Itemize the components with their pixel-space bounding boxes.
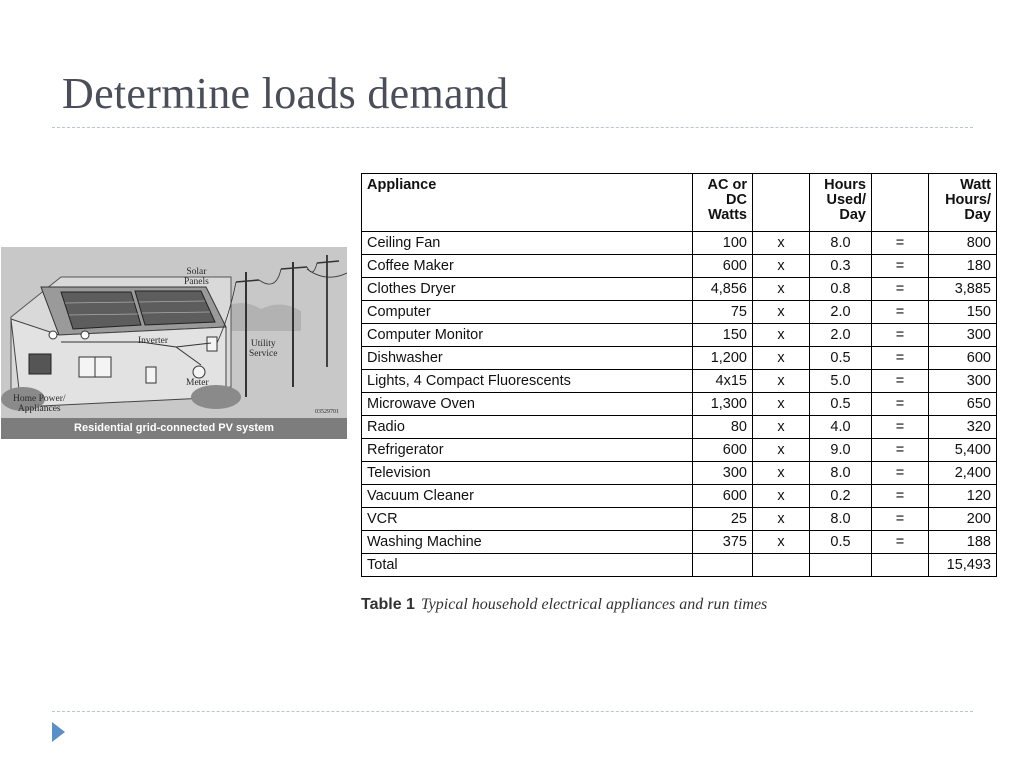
table-row	[362, 347, 997, 370]
appliance-cell: Ceiling Fan	[362, 232, 693, 255]
watts-cell: 100	[693, 232, 753, 255]
watt-hours-cell: 150	[929, 301, 997, 324]
equals-cell: =	[872, 485, 929, 508]
equals-cell: =	[872, 278, 929, 301]
appliance-cell: Computer Monitor	[362, 324, 693, 347]
equals-cell: =	[872, 439, 929, 462]
hours-cell: 8.0	[810, 232, 872, 255]
watt-hours-cell: 600	[929, 347, 997, 370]
table-row	[362, 531, 997, 554]
appliance-load-table	[361, 173, 997, 577]
header-times-blank	[753, 174, 810, 232]
equals-cell: =	[872, 393, 929, 416]
times-cell: x	[753, 232, 810, 255]
watts-cell: 300	[693, 462, 753, 485]
times-cell: x	[753, 255, 810, 278]
watt-hours-cell: 320	[929, 416, 997, 439]
appliance-cell: Television	[362, 462, 693, 485]
times-cell: x	[753, 439, 810, 462]
appliance-cell: Clothes Dryer	[362, 278, 693, 301]
equals-cell: =	[872, 255, 929, 278]
table-caption-text: Typical household electrical appliances and run times	[420, 596, 768, 613]
table-row	[362, 462, 997, 485]
hours-cell: 5.0	[810, 370, 872, 393]
hours-cell: 2.0	[810, 324, 872, 347]
hours-cell: 4.0	[810, 416, 872, 439]
times-cell: x	[753, 416, 810, 439]
times-cell: x	[753, 278, 810, 301]
watts-cell: 4,856	[693, 278, 753, 301]
table-caption	[361, 596, 767, 614]
watts-cell: 375	[693, 531, 753, 554]
table-caption-label: Table 1	[361, 596, 415, 613]
hours-cell: 0.2	[810, 485, 872, 508]
watts-cell: 600	[693, 439, 753, 462]
watts-cell: 80	[693, 416, 753, 439]
header-watt-hours: Watt Hours/ Day	[929, 174, 997, 232]
watts-cell: 75	[693, 301, 753, 324]
header-appliance: Appliance	[362, 174, 693, 232]
appliance-cell: Refrigerator	[362, 439, 693, 462]
total-blank-cell	[872, 554, 929, 577]
appliance-cell: Microwave Oven	[362, 393, 693, 416]
solar-panels-label: Solar Panels	[184, 267, 209, 287]
hours-cell: 2.0	[810, 301, 872, 324]
appliance-cell: Lights, 4 Compact Fluorescents	[362, 370, 693, 393]
times-cell: x	[753, 531, 810, 554]
times-cell: x	[753, 485, 810, 508]
watt-hours-cell: 5,400	[929, 439, 997, 462]
table-row	[362, 324, 997, 347]
hours-cell: 8.0	[810, 462, 872, 485]
watts-cell: 1,300	[693, 393, 753, 416]
pv-system-illustration	[1, 247, 347, 439]
header-watts: AC or DC Watts	[693, 174, 753, 232]
appliance-cell: Dishwasher	[362, 347, 693, 370]
table-body	[362, 232, 997, 577]
hours-cell: 9.0	[810, 439, 872, 462]
watt-hours-cell: 800	[929, 232, 997, 255]
table-row	[362, 485, 997, 508]
watts-cell: 4x15	[693, 370, 753, 393]
watts-cell: 150	[693, 324, 753, 347]
equals-cell: =	[872, 232, 929, 255]
table-row	[362, 255, 997, 278]
watt-hours-cell: 3,885	[929, 278, 997, 301]
equals-cell: =	[872, 370, 929, 393]
appliance-cell: VCR	[362, 508, 693, 531]
table-row	[362, 416, 997, 439]
watts-cell: 25	[693, 508, 753, 531]
equals-cell: =	[872, 301, 929, 324]
table-row	[362, 301, 997, 324]
watt-hours-cell: 180	[929, 255, 997, 278]
table-row	[362, 393, 997, 416]
utility-service-label: Utility Service	[249, 339, 278, 359]
total-value-cell: 15,493	[929, 554, 997, 577]
hours-cell: 0.5	[810, 531, 872, 554]
watts-cell: 600	[693, 255, 753, 278]
hours-cell: 0.3	[810, 255, 872, 278]
appliance-cell: Vacuum Cleaner	[362, 485, 693, 508]
table-row	[362, 508, 997, 531]
hours-cell: 0.8	[810, 278, 872, 301]
times-cell: x	[753, 347, 810, 370]
equals-cell: =	[872, 324, 929, 347]
equals-cell: =	[872, 462, 929, 485]
watt-hours-cell: 2,400	[929, 462, 997, 485]
watt-hours-cell: 300	[929, 324, 997, 347]
appliance-cell: Coffee Maker	[362, 255, 693, 278]
watt-hours-cell: 188	[929, 531, 997, 554]
appliance-cell: Washing Machine	[362, 531, 693, 554]
times-cell: x	[753, 393, 810, 416]
times-cell: x	[753, 508, 810, 531]
header-hours: Hours Used/ Day	[810, 174, 872, 232]
total-blank-cell	[810, 554, 872, 577]
equals-cell: =	[872, 416, 929, 439]
equals-cell: =	[872, 531, 929, 554]
footer-divider	[52, 711, 973, 712]
watt-hours-cell: 650	[929, 393, 997, 416]
appliance-cell: Computer	[362, 301, 693, 324]
times-cell: x	[753, 462, 810, 485]
watt-hours-cell: 120	[929, 485, 997, 508]
illustration-caption: Residential grid-connected PV system	[1, 418, 347, 439]
figure-code-label: 03529701	[315, 409, 339, 415]
watts-cell: 600	[693, 485, 753, 508]
meter-label: Meter	[186, 378, 209, 388]
table-row	[362, 232, 997, 255]
times-cell: x	[753, 301, 810, 324]
table-row	[362, 370, 997, 393]
watt-hours-cell: 300	[929, 370, 997, 393]
watts-cell: 1,200	[693, 347, 753, 370]
table-header-row	[362, 174, 997, 232]
watt-hours-cell: 200	[929, 508, 997, 531]
hours-cell: 0.5	[810, 393, 872, 416]
total-blank-cell	[753, 554, 810, 577]
table-total-row	[362, 554, 997, 577]
times-cell: x	[753, 324, 810, 347]
hours-cell: 8.0	[810, 508, 872, 531]
hours-cell: 0.5	[810, 347, 872, 370]
inverter-label: Inverter	[138, 336, 169, 346]
title-divider	[52, 127, 973, 128]
home-power-label: Home Power/ Appliances	[13, 394, 66, 414]
table-row	[362, 439, 997, 462]
equals-cell: =	[872, 347, 929, 370]
times-cell: x	[753, 370, 810, 393]
equals-cell: =	[872, 508, 929, 531]
header-equals-blank	[872, 174, 929, 232]
table-row	[362, 278, 997, 301]
slide-nav-arrow-icon	[52, 722, 65, 742]
total-blank-cell	[693, 554, 753, 577]
total-label-cell: Total	[362, 554, 693, 577]
slide-title: Determine loads demand	[62, 69, 509, 118]
appliance-cell: Radio	[362, 416, 693, 439]
